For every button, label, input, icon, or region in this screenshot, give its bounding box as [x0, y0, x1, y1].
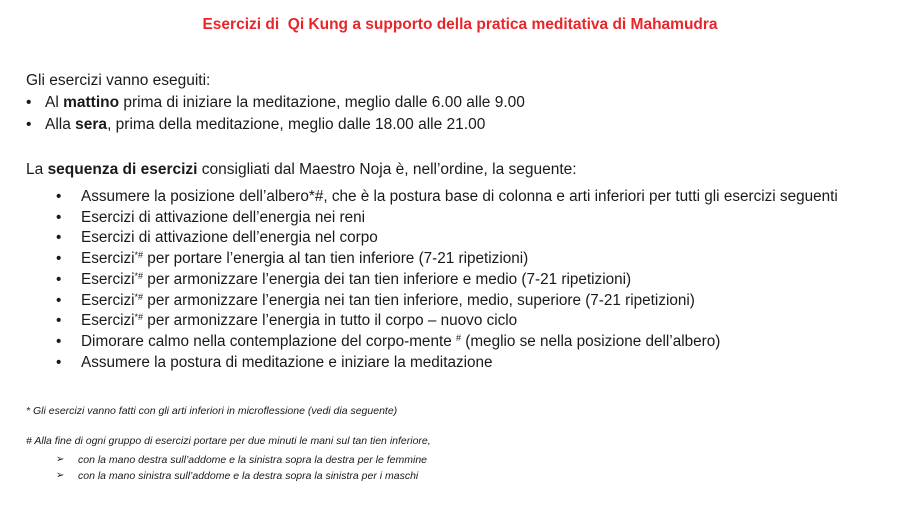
schedule-morning [26, 92, 525, 114]
schedule-list [26, 92, 525, 136]
schedule-evening-pre: Alla [45, 116, 76, 133]
schedule-evening-post: , prima della meditazione, meglio dalle 18.00 alle 21.00 [107, 116, 486, 133]
step-4-marks: *# [134, 250, 144, 261]
step-7-text: per armonizzare l’energia in tutto il corpo – nuovo ciclo [143, 312, 518, 330]
step-7-label: Esercizi [81, 312, 135, 330]
step-6-label: Esercizi [81, 291, 135, 309]
step-4-text: per portare l’energia al tan tien inferiore (7-21 ripetizioni) [143, 250, 529, 268]
sequence-pre: La [26, 161, 48, 178]
step-three-tantien [56, 291, 838, 312]
schedule-morning-bold: mattino [63, 94, 120, 111]
arrow-icon: ➢ [56, 454, 65, 465]
step-5-marks: *# [134, 270, 144, 281]
hands-female [56, 452, 427, 468]
footnote-hash: # Alla fine di ogni gruppo di esercizi portare per due minuti le mani sul tan tien inferiore, [26, 435, 431, 447]
step-body-energy: • Esercizi di attivazione dell’energia nel corpo [56, 228, 838, 249]
step-contemplation [56, 332, 838, 353]
step-kidney-energy: • Esercizi di attivazione dell’energia nei reni [56, 208, 838, 229]
schedule-morning-pre: Al [45, 94, 64, 111]
step-tree-posture: • Assumere la posizione dell’albero*#, che è la postura base di colonna e arti inferiori per tutti gli esercizi seguenti [56, 187, 838, 208]
intro-text: Gli esercizi vanno eseguiti: [26, 72, 211, 89]
step-5-text: per armonizzare l’energia dei tan tien inferiore e medio (7-21 ripetizioni) [143, 270, 632, 288]
hands-male-text: con la mano sinistra sull’addome e la destra sopra la sinistra per i maschi [78, 470, 419, 482]
schedule-evening [26, 114, 525, 136]
step-lower-tantien [56, 249, 838, 270]
sequence-bold: sequenza di esercizi [47, 161, 198, 178]
schedule-morning-post: prima di iniziare la meditazione, meglio dalle 6.00 alle 9.00 [119, 94, 525, 111]
slide-title: Esercizi di Qi Kung a supporto della pratica meditativa di Mahamudra [202, 16, 718, 33]
hands-male [56, 468, 427, 484]
hands-list [56, 452, 427, 484]
step-5-label: Esercizi [81, 270, 135, 288]
step-lower-middle-tantien [56, 270, 838, 291]
step-7-marks: *# [134, 312, 144, 323]
sequence-intro [26, 159, 577, 181]
step-8-text-b: (meglio se nella posizione dell’albero) [460, 332, 721, 350]
sequence-post: consigliati dal Maestro Noja è, nell’ordine, la seguente: [197, 161, 577, 178]
step-whole-body [56, 311, 838, 332]
arrow-icon: ➢ [56, 470, 65, 481]
footnote-star: * Gli esercizi vanno fatti con gli arti inferiori in microflessione (vedi dia seguente) [26, 405, 398, 417]
step-8-text-a: Dimorare calmo nella contemplazione del corpo-mente [81, 332, 456, 350]
step-meditation-posture: • Assumere la postura di meditazione e iniziare la meditazione [56, 353, 838, 374]
hands-female-text: con la mano destra sull’addome e la sinistra sopra la destra per le femmine [78, 454, 428, 466]
exercise-steps [56, 187, 838, 373]
step-6-marks: *# [134, 291, 144, 302]
step-4-label: Esercizi [81, 250, 135, 268]
step-8-hash: # [455, 332, 461, 343]
schedule-evening-bold: sera [75, 116, 108, 133]
step-6-text: per armonizzare l’energia nei tan tien inferiore, medio, superiore (7-21 ripetizioni) [143, 291, 695, 309]
